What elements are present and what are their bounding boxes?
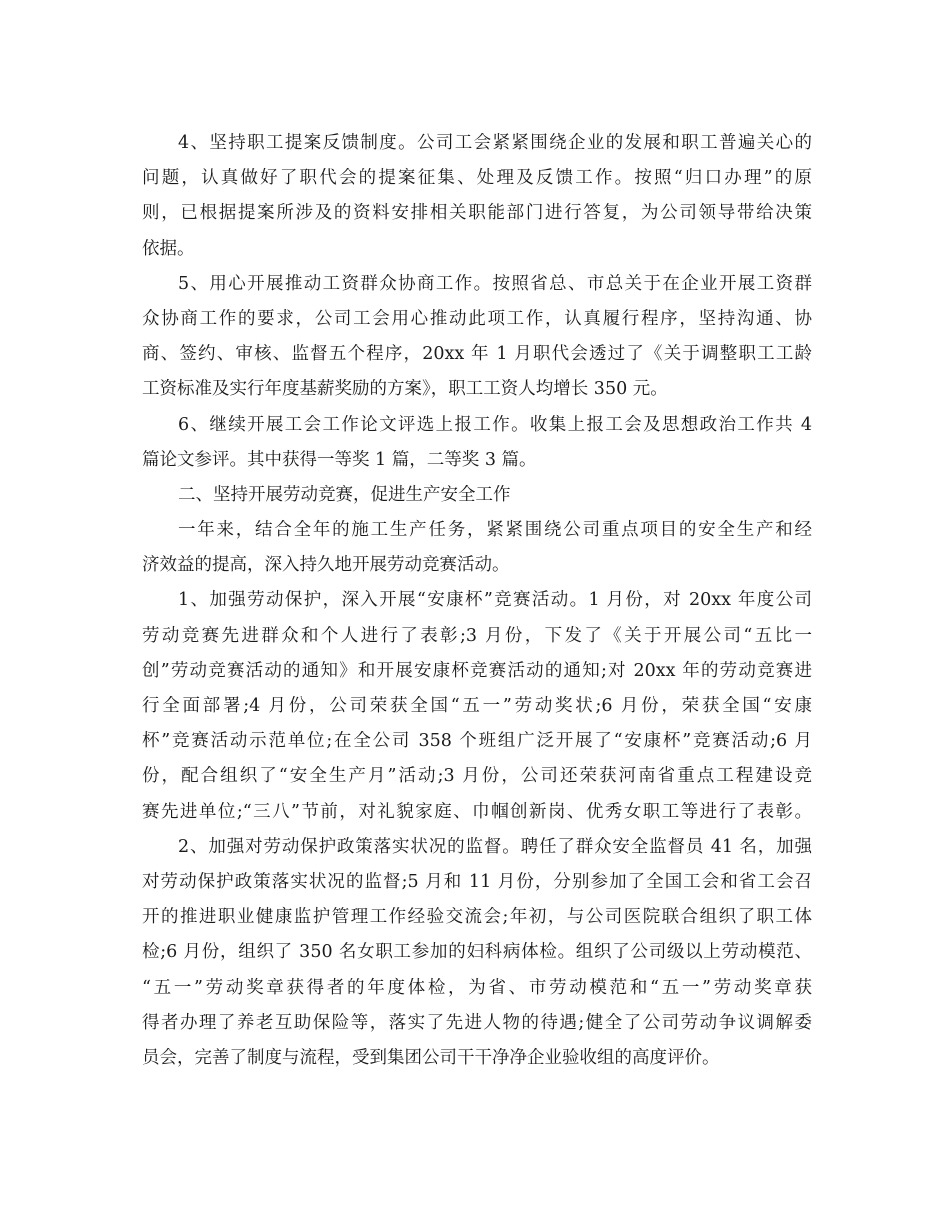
text-line: 劳动竞赛先进群众和个人进行了表彰;3 月份，下发了《关于开展公司“五比一 <box>142 625 812 646</box>
text-line: 1、加强劳动保护，深入开展“安康杯”竞赛活动。1 月份，对 20xx 年度公司 <box>178 590 812 611</box>
text-line: 工资标准及实行年度基薪奖励的方案》，职工工资人均增长 350 元。 <box>142 379 668 400</box>
section-heading: 二、坚持开展劳动竞赛，促进生产安全工作 <box>178 484 511 505</box>
text-line: 检;6 月份，组织了 350 名女职工参加的妇科病体检。组织了公司级以上劳动模范、 <box>142 942 812 963</box>
text-line: 依据。 <box>142 238 195 259</box>
text-line: 则，已根据提案所涉及的资料安排相关职能部门进行答复，为公司领导带给决策 <box>142 203 812 224</box>
text-line: 创”劳动竞赛活动的通知》和开展安康杯竞赛活动的通知;对 20xx 年的劳动竞赛进 <box>142 660 812 681</box>
text-line: “五一”劳动奖章获得者的年度体检，为省、市劳动模范和“五一”劳动奖章获 <box>142 977 812 998</box>
text-line: 2、加强对劳动保护政策落实状况的监督。聘任了群众安全监督员 41 名，加强 <box>178 836 812 857</box>
text-line: 5、用心开展推动工资群众协商工作。按照省总、市总关于在企业开展工资群 <box>178 273 812 294</box>
text-line: 对劳动保护政策落实状况的监督;5 月和 11 月份，分别参加了全国工会和省工会召 <box>142 871 812 892</box>
text-line: 济效益的提高，深入持久地开展劳动竞赛活动。 <box>142 555 510 576</box>
text-line: 行全面部署;4 月份，公司荣获全国“五一”劳动奖状;6 月份，荣获全国“安康 <box>142 696 812 716</box>
text-line: 份，配合组织了“安全生产月”活动;3 月份，公司还荣获河南省重点工程建设竞 <box>142 766 812 787</box>
text-line: 一年来，结合全年的施工生产任务，紧紧围绕公司重点项目的安全生产和经 <box>178 520 812 541</box>
text-line: 员会，完善了制度与流程，受到集团公司干干净净企业验收组的高度评价。 <box>142 1047 720 1068</box>
text-line: 4、坚持职工提案反馈制度。公司工会紧紧围绕企业的发展和职工普遍关心的 <box>178 133 812 153</box>
text-line: 开的推进职业健康监护管理工作经验交流会;年初，与公司医院联合组织了职工体 <box>142 907 812 928</box>
text-line: 赛先进单位;“三八”节前，对礼貌家庭、巾帼创新岗、优秀女职工等进行了表彰。 <box>142 801 812 822</box>
text-line: 问题，认真做好了职代会的提案征集、处理及反馈工作。按照“归口办理”的原 <box>142 168 812 189</box>
text-line: 商、签约、审核、监督五个程序，20xx 年 1 月职代会透过了《关于调整职工工龄 <box>142 344 812 365</box>
document-body <box>142 126 812 1076</box>
text-line: 杯”竞赛活动示范单位;在全公司 358 个班组广泛开展了“安康杯”竞赛活动;6 月 <box>142 731 812 752</box>
text-line: 篇论文参评。其中获得一等奖 1 篇，二等奖 3 篇。 <box>142 449 537 470</box>
text-line: 6、继续开展工会工作论文评选上报工作。收集上报工会及思想政治工作共 4 <box>178 414 812 435</box>
text-line: 众协商工作的要求，公司工会用心推动此项工作，认真履行程序，坚持沟通、协 <box>142 308 812 329</box>
text-line: 得者办理了养老互助保险等，落实了先进人物的待遇;健全了公司劳动争议调解委 <box>142 1012 812 1033</box>
